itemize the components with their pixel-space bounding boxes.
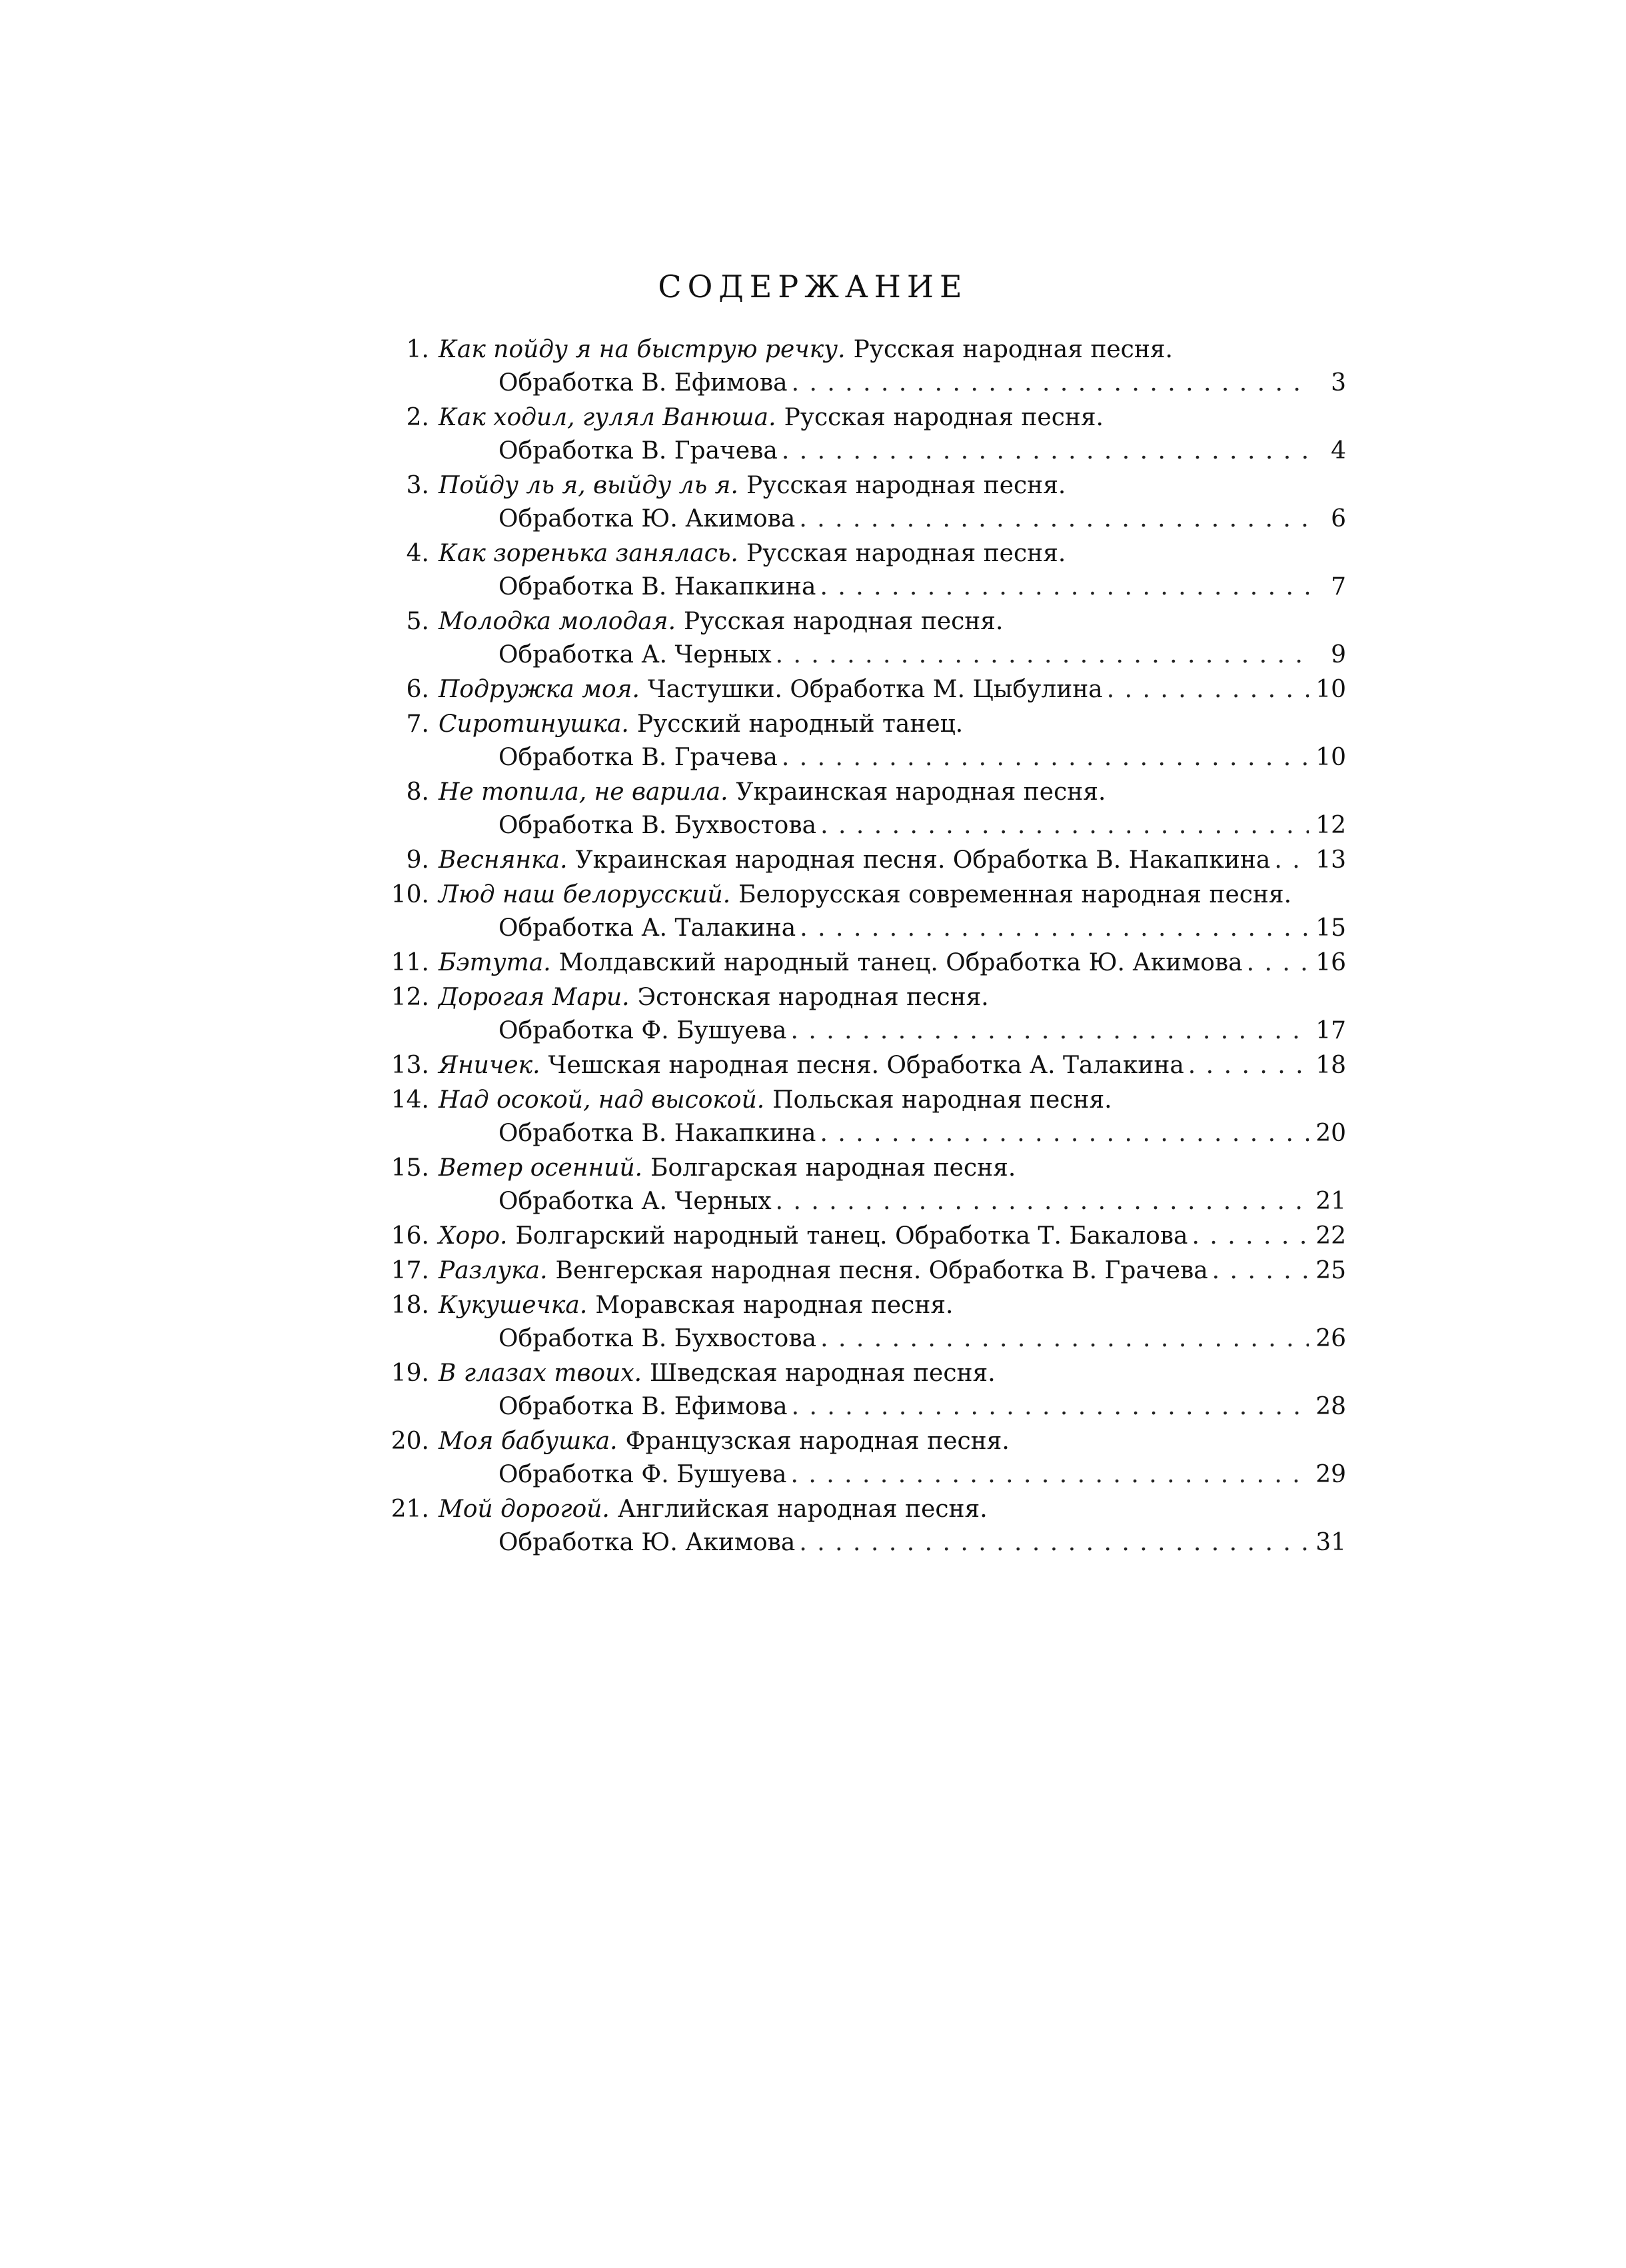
page-number: 20	[1315, 1120, 1346, 1147]
entry-title: Яничек.	[438, 1052, 540, 1079]
entry-title: Как ходил, гулял Ванюша.	[438, 404, 776, 431]
toc-entry-line	[373, 1357, 1346, 1390]
entry-number: 13.	[391, 1052, 429, 1079]
entry-number: 3.	[406, 472, 429, 499]
dot-leader	[1192, 1220, 1309, 1253]
toc-entry-line	[373, 673, 1346, 706]
toc-entry-line	[373, 435, 1346, 468]
entry-title: Моя бабушка.	[438, 1428, 618, 1455]
entry-number: 18.	[391, 1292, 429, 1319]
toc-entry-line	[373, 1152, 1346, 1185]
entry-number: 16.	[391, 1222, 429, 1250]
entry-title: Пойду ль я, выйду ль я.	[438, 472, 738, 499]
entry-title: Над осокой, над высокой.	[438, 1086, 765, 1114]
entry-title: Ветер осенний.	[438, 1154, 643, 1182]
toc-entry	[373, 537, 1346, 604]
entry-number: 14.	[391, 1086, 429, 1114]
dot-leader	[792, 367, 1309, 400]
page-title: СОДЕРЖАНИЕ	[658, 268, 968, 305]
entry-title: Веснянка.	[438, 846, 568, 874]
toc-entry-line	[373, 912, 1346, 945]
toc-entry-line	[373, 1049, 1346, 1082]
toc-entry-line	[373, 1254, 1346, 1288]
entry-title: Дорогая Мари.	[438, 984, 630, 1011]
toc-entry	[373, 844, 1346, 877]
toc-entry-line	[373, 1425, 1346, 1458]
toc-entry-line	[373, 1458, 1346, 1492]
page-number: 17	[1315, 1017, 1346, 1044]
dot-leader	[782, 741, 1309, 774]
toc-entry-line	[373, 605, 1346, 638]
dot-leader	[792, 1390, 1309, 1424]
entry-number: 7.	[406, 710, 429, 738]
entry-arranger: Обработка А. Талакина	[498, 914, 796, 942]
entry-description: Французская народная песня.	[625, 1428, 1010, 1455]
entry-arranger: Обработка В. Накапкина	[498, 1120, 816, 1147]
toc-entry-line	[373, 741, 1346, 774]
toc-entry-line	[373, 946, 1346, 980]
toc-entry-line	[373, 776, 1346, 809]
page-number: 4	[1331, 437, 1346, 465]
entry-title: Как зоренька занялась.	[438, 540, 738, 567]
page-number: 21	[1315, 1188, 1346, 1215]
toc-entry-line	[373, 1220, 1346, 1253]
page-number: 13	[1315, 846, 1346, 874]
entry-description: Частушки. Обработка М. Цыбулина	[647, 676, 1103, 703]
entry-description: Русская народная песня.	[784, 404, 1104, 431]
entry-number: 9.	[406, 846, 429, 874]
toc-entry	[373, 708, 1346, 774]
entry-description: Шведская народная песня.	[650, 1360, 996, 1387]
entry-arranger: Обработка Ф. Бушуева	[498, 1017, 787, 1044]
toc-entry	[373, 1084, 1346, 1150]
entry-title: Мой дорогой.	[438, 1496, 610, 1523]
page-number: 15	[1315, 914, 1346, 942]
entry-number: 4.	[406, 540, 429, 567]
page-number: 12	[1315, 812, 1346, 839]
page-number: 7	[1331, 573, 1346, 600]
toc-entry-line	[373, 333, 1346, 367]
toc-entry	[373, 1493, 1346, 1560]
dot-leader	[820, 570, 1309, 604]
toc-entry	[373, 605, 1346, 672]
entry-number: 12.	[391, 984, 429, 1011]
toc-entry-line	[373, 1185, 1346, 1218]
entry-description: Украинская народная песня. Обработка В. Накапкина	[575, 846, 1271, 874]
entry-description: Русский народный танец.	[636, 710, 964, 738]
page-number: 26	[1315, 1325, 1346, 1352]
toc-entry	[373, 1425, 1346, 1492]
entry-number: 20.	[391, 1428, 429, 1455]
dot-leader	[1107, 673, 1309, 706]
entry-title: Разлука.	[438, 1257, 548, 1284]
entry-description: Английская народная песня.	[617, 1496, 988, 1523]
entry-arranger: Обработка Ю. Акимова	[498, 505, 796, 533]
entry-title: Бэтута.	[438, 949, 551, 976]
toc-entry-line	[373, 1117, 1346, 1150]
dot-leader	[1212, 1254, 1309, 1288]
dot-leader	[1188, 1049, 1309, 1082]
page-number: 16	[1315, 949, 1346, 976]
dot-leader	[799, 503, 1309, 536]
toc-entry	[373, 1049, 1346, 1082]
entry-description: Эстонская народная песня.	[637, 984, 989, 1011]
page-number: 29	[1315, 1461, 1346, 1488]
page-number: 10	[1315, 744, 1346, 771]
entry-title: Как пойду я на быструю речку.	[438, 336, 846, 363]
toc-entry-line	[373, 1493, 1346, 1526]
toc-entry-line	[373, 1014, 1346, 1048]
toc-entry-line	[373, 1322, 1346, 1356]
entry-number: 17.	[391, 1257, 429, 1284]
toc-entry	[373, 469, 1346, 536]
toc-entry	[373, 1289, 1346, 1356]
entry-title: Не топила, не варила.	[438, 778, 728, 806]
entry-description: Польская народная песня.	[772, 1086, 1112, 1114]
toc-entry	[373, 333, 1346, 400]
entry-number: 6.	[406, 676, 429, 703]
toc-entry-line	[373, 638, 1346, 672]
entry-number: 2.	[406, 404, 429, 431]
dot-leader	[1274, 844, 1309, 877]
toc-entry	[373, 1220, 1346, 1253]
page-number: 9	[1331, 641, 1346, 668]
entry-arranger: Обработка В. Грачева	[498, 437, 778, 465]
dot-leader	[820, 1117, 1309, 1150]
toc-entry-line	[373, 1390, 1346, 1424]
toc-entry-line	[373, 981, 1346, 1014]
entry-arranger: Обработка Ю. Акимова	[498, 1529, 796, 1556]
page-number: 25	[1315, 1257, 1346, 1284]
entry-description: Русская народная песня.	[684, 608, 1004, 635]
toc-entry	[373, 981, 1346, 1048]
dot-leader	[782, 435, 1309, 468]
entry-arranger: Обработка А. Черных	[498, 641, 772, 668]
toc-entry-line	[373, 878, 1346, 912]
entry-title: В глазах твоих.	[438, 1360, 642, 1387]
dot-leader	[1247, 946, 1309, 980]
page-number: 31	[1315, 1529, 1346, 1556]
page-number: 10	[1315, 676, 1346, 703]
dot-leader	[776, 1185, 1309, 1218]
entry-title: Молодка молодая.	[438, 608, 676, 635]
entry-description: Русская народная песня.	[746, 472, 1066, 499]
page-number: 18	[1315, 1052, 1346, 1079]
toc-entry	[373, 776, 1346, 842]
toc-entry-line	[373, 1084, 1346, 1117]
toc-entry	[373, 673, 1346, 706]
entry-arranger: Обработка В. Ефимова	[498, 1393, 788, 1420]
entry-arranger: Обработка Ф. Бушуева	[498, 1461, 787, 1488]
entry-arranger: Обработка А. Черных	[498, 1188, 772, 1215]
entry-arranger: Обработка В. Бухвостова	[498, 812, 817, 839]
toc-entry	[373, 1254, 1346, 1288]
page-number: 28	[1315, 1393, 1346, 1420]
toc-entry-line	[373, 469, 1346, 503]
toc-entry	[373, 401, 1346, 468]
entry-title: Подружка моя.	[438, 676, 640, 703]
entry-description: Венгерская народная песня. Обработка В. Грачева	[555, 1257, 1208, 1284]
toc-entry-line	[373, 503, 1346, 536]
dot-leader	[820, 809, 1309, 842]
dot-leader	[820, 1322, 1309, 1356]
entry-arranger: Обработка В. Грачева	[498, 744, 778, 771]
dot-leader	[790, 1014, 1309, 1048]
entry-title: Люд наш белорусский.	[438, 881, 731, 908]
dot-leader	[800, 912, 1309, 945]
dot-leader	[776, 638, 1309, 672]
toc-entry-line	[373, 570, 1346, 604]
page-number: 3	[1331, 369, 1346, 397]
entry-number: 21.	[391, 1496, 429, 1523]
page-number: 6	[1331, 505, 1346, 533]
entry-arranger: Обработка В. Бухвостова	[498, 1325, 817, 1352]
toc-entry	[373, 878, 1346, 945]
toc-entry-line	[373, 367, 1346, 400]
entry-description: Белорусская современная народная песня.	[738, 881, 1292, 908]
entry-number: 19.	[391, 1360, 429, 1387]
toc-entry	[373, 946, 1346, 980]
entry-description: Болгарский народный танец. Обработка Т. Бакалова	[515, 1222, 1188, 1250]
toc-entry-line	[373, 1526, 1346, 1560]
entry-number: 11.	[391, 949, 429, 976]
entry-description: Чешская народная песня. Обработка А. Талакина	[548, 1052, 1184, 1079]
entry-arranger: Обработка В. Накапкина	[498, 573, 816, 600]
entry-title: Хоро.	[438, 1222, 508, 1250]
entry-arranger: Обработка В. Ефимова	[498, 369, 788, 397]
toc-entry-line	[373, 1289, 1346, 1322]
entry-description: Болгарская народная песня.	[650, 1154, 1016, 1182]
entry-number: 15.	[391, 1154, 429, 1182]
toc-entry	[373, 1152, 1346, 1218]
entry-description: Моравская народная песня.	[595, 1292, 954, 1319]
entry-description: Русская народная песня.	[853, 336, 1173, 363]
entry-title: Кукушечка.	[438, 1292, 588, 1319]
table-of-contents	[373, 333, 1346, 1561]
dot-leader	[790, 1458, 1309, 1492]
toc-entry-line	[373, 401, 1346, 435]
entry-description: Молдавский народный танец. Обработка Ю. Акимова	[558, 949, 1243, 976]
toc-entry-line	[373, 708, 1346, 741]
entry-number: 10.	[391, 881, 429, 908]
toc-entry-line	[373, 844, 1346, 877]
toc-entry-line	[373, 809, 1346, 842]
toc-entry-line	[373, 537, 1346, 570]
entry-number: 1.	[406, 336, 429, 363]
entry-number: 5.	[406, 608, 429, 635]
dot-leader	[799, 1526, 1309, 1560]
page-number: 22	[1315, 1222, 1346, 1250]
toc-entry	[373, 1357, 1346, 1424]
entry-description: Русская народная песня.	[746, 540, 1066, 567]
entry-title: Сиротинушка.	[438, 710, 629, 738]
entry-number: 8.	[406, 778, 429, 806]
entry-description: Украинская народная песня.	[736, 778, 1106, 806]
